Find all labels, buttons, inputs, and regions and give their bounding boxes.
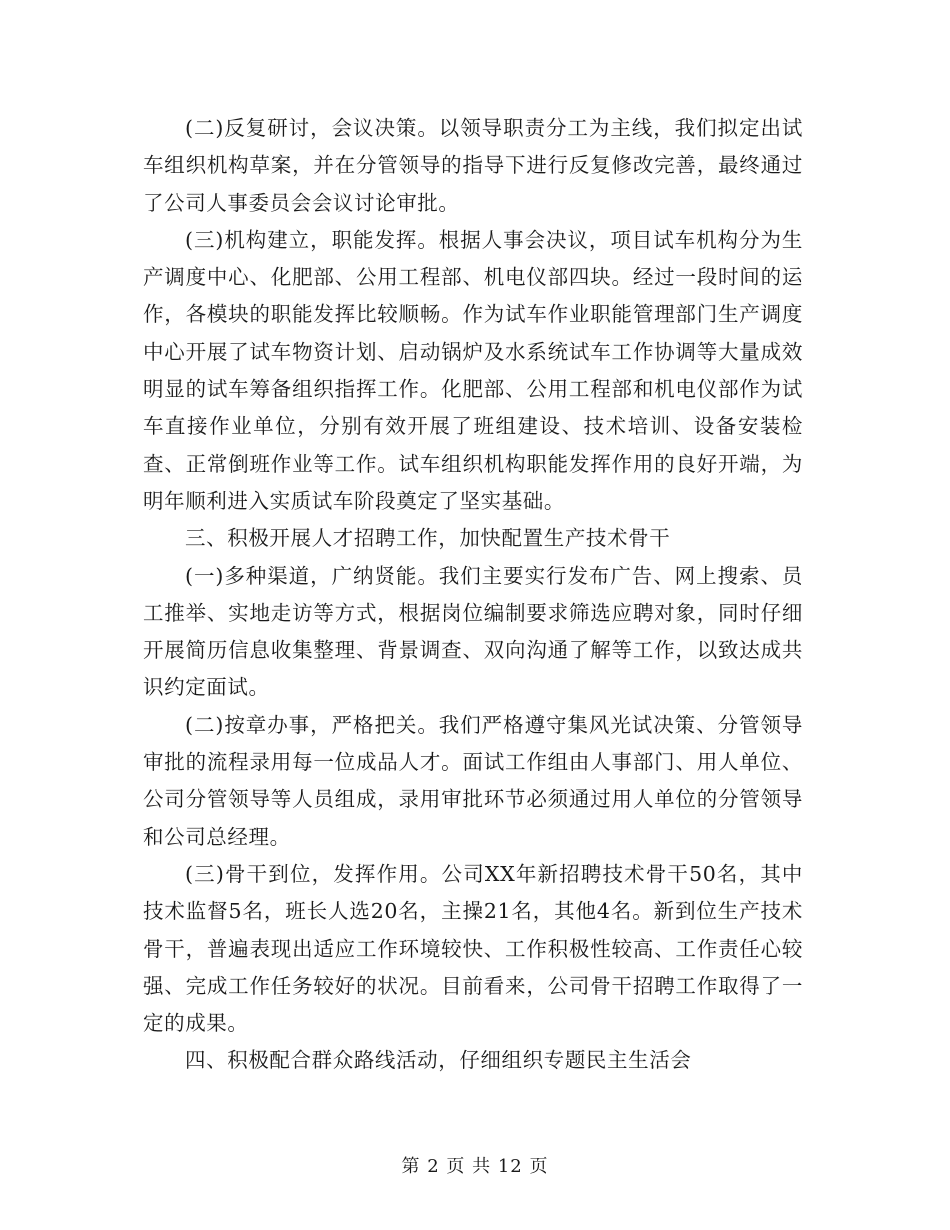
paragraph-staff-in-place: (三)骨干到位，发挥作用。公司XX年新招聘技术骨干50名，其中技术监督5名，班长人选20名，主操21名，其他4名。新到位生产技术骨干，普遍表现出适应工作环境较快、工作积极性较高、工作责任心较强、完成工作任务较好的状况。目前看来，公司骨干招聘工作取得了一定的成果。 — [143, 861, 803, 1036]
paragraph-organization-setup: (三)机构建立，职能发挥。根据人事会决议，项目试车机构分为生产调度中心、化肥部、公用工程部、机电仪部四块。经过一段时间的运作，各模块的职能发挥比较顺畅。作为试车作业职能管理部门生产调度中心开展了试车物资计划、启动锅炉及水系统试车工作协调等大量成效明显的试车筹备组织指挥工作。化肥部、公用工程部和机电仪部作为试车直接作业单位，分别有效开展了班组建设、技术培训、设备安装检查、正常倒班作业等工作。试车组织机构职能发挥作用的良好开端，为明年顺利进入实质试车阶段奠定了坚实基础。 — [143, 227, 803, 513]
section-heading-mass-line: 四、积极配合群众路线活动，仔细组织专题民主生活会 — [185, 1048, 692, 1073]
document-body — [143, 110, 803, 1080]
paragraph-review-decision: (二)反复研讨，会议决策。以领导职责分工为主线，我们拟定出试车组织机构草案，并在分管领导的指导下进行反复修改完善，最终通过了公司人事委员会会议讨论审批。 — [143, 116, 803, 215]
section-heading-recruitment: 三、积极开展人才招聘工作，加快配置生产技术骨干 — [185, 526, 671, 551]
paragraph-strict-review: (二)按章办事，严格把关。我们严格遵守集风光试决策、分管领导审批的流程录用每一位成品人才。面试工作组由人事部门、用人单位、公司分管领导等人员组成，录用审批环节必须通过用人单位的分管领导和公司总经理。 — [143, 712, 803, 849]
paragraph-multiple-channels: (一)多种渠道，广纳贤能。我们主要实行发布广告、网上搜索、员工推举、实地走访等方式，根据岗位编制要求筛选应聘对象，同时仔细开展简历信息收集整理、背景调查、双向沟通了解等工作，以致达成共识约定面试。 — [143, 563, 803, 700]
page-number-footer: 第 2 页 共 12 页 — [401, 1156, 549, 1177]
